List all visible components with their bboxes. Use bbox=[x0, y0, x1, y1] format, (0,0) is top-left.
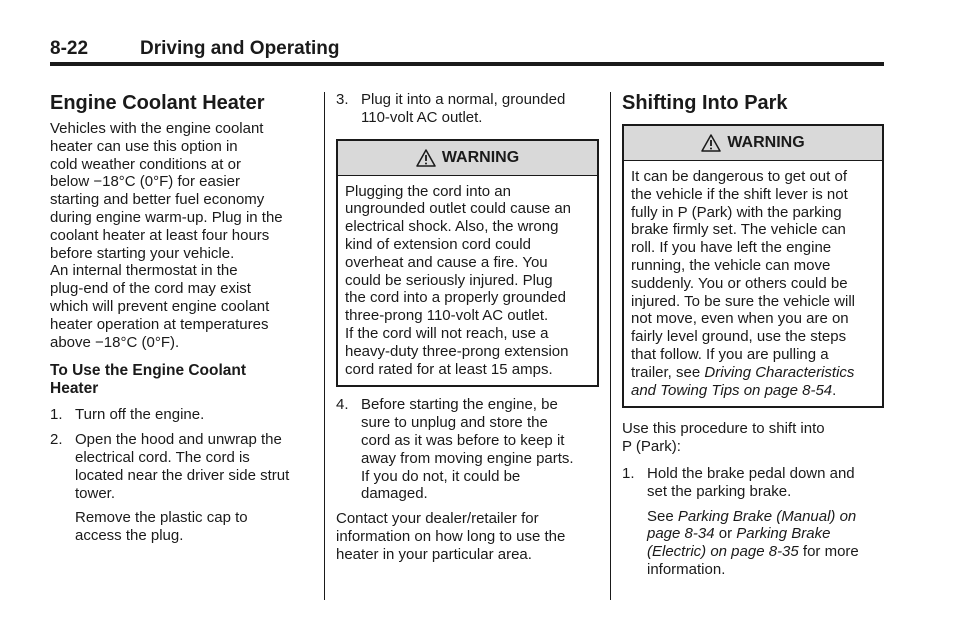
column-divider bbox=[610, 92, 611, 600]
warning-triangle-icon bbox=[701, 134, 721, 152]
list-subtext bbox=[622, 508, 884, 579]
or-text: or bbox=[714, 525, 737, 543]
list-item bbox=[50, 406, 315, 424]
see-text: See bbox=[647, 507, 678, 525]
list-text: Plug it into a normal, grounded 110-volt AC outlet. bbox=[361, 91, 566, 126]
column-1 bbox=[50, 91, 315, 545]
list-subtext: Remove the plastic cap to access the plug. bbox=[75, 509, 248, 545]
list-number: 1. bbox=[622, 464, 635, 482]
warning-label: WARNING bbox=[727, 134, 805, 152]
warning-header bbox=[338, 141, 597, 176]
list-number: 2. bbox=[50, 431, 63, 449]
list-item bbox=[336, 396, 599, 503]
warning-header bbox=[624, 126, 882, 161]
warning-box bbox=[622, 124, 884, 408]
list-item bbox=[336, 91, 599, 127]
column-divider bbox=[324, 92, 325, 600]
warning-box bbox=[336, 139, 599, 388]
warning-text: Plugging the cord into an ungrounded outlet could cause an electrical shock. Also, the wrong kind of extension cord could overheat and cause a fire. You could be seriously injured. Plug the cord into a properly grounded three-prong 110-volt AC outlet. If the cord will not reach, use a heavy-duty three-prong extension cord rated for at least 15 amps. bbox=[345, 182, 572, 378]
list-number: 1. bbox=[50, 406, 63, 424]
cross-reference: Parking Brake (Manual) on page 8-34 bbox=[647, 507, 857, 543]
list-text: Hold the brake pedal down and set the parking brake. bbox=[647, 464, 855, 500]
list-number: 3. bbox=[336, 91, 349, 108]
more-text: for more information. bbox=[647, 543, 859, 578]
column-2 bbox=[336, 91, 599, 564]
cross-reference: Parking Brake (Electric) on page 8-35 bbox=[647, 525, 831, 561]
list-text: Before starting the engine, be sure to unplug and store the cord as it was before to keep it away from moving engine parts. If you do not, it could be damaged. bbox=[361, 396, 574, 503]
cross-reference: Driving Characteristics and Towing Tips on page 8-54 bbox=[631, 363, 855, 399]
subheading: To Use the Engine Coolant Heater bbox=[50, 362, 247, 398]
punctuation: . bbox=[832, 381, 837, 399]
paragraph: An internal thermostat in the plug-end of the cord may exist which will prevent engine coolant heater operation at temperatures above −18°C (0°F). bbox=[50, 262, 270, 351]
list-text: Open the hood and unwrap the electrical cord. The cord is located near the driver side strut tower. bbox=[75, 431, 290, 502]
paragraph: Use this procedure to shift into P (Park): bbox=[622, 420, 825, 456]
warning-label: WARNING bbox=[441, 148, 520, 166]
header-rule bbox=[50, 62, 884, 66]
list-number: 4. bbox=[336, 396, 349, 414]
section-heading: Engine Coolant Heater bbox=[50, 92, 265, 114]
list-item bbox=[50, 431, 315, 502]
list-text: Turn off the engine. bbox=[75, 406, 205, 424]
section-heading: Shifting Into Park bbox=[622, 92, 788, 114]
column-3 bbox=[622, 91, 884, 579]
page-header bbox=[50, 38, 884, 62]
warning-text bbox=[624, 161, 882, 406]
list-item bbox=[622, 465, 884, 501]
warning-body: It can be dangerous to get out of the vehicle if the shift lever is not fully in P (Park) with the parking brake firmly set. The vehicle can roll. If you have left the engine running, the vehicle can move suddenly. You or others could be injured. To be sure the vehicle will not move, even when you are on fairly level ground, use the steps that follow. If you are pulling a trailer, see bbox=[631, 168, 856, 381]
paragraph: Contact your dealer/retailer for information on how long to use the heater in your particular area. bbox=[336, 510, 566, 563]
warning-triangle-icon bbox=[416, 149, 436, 167]
page-number: 8-22 bbox=[50, 38, 89, 59]
section-title: Driving and Operating bbox=[140, 38, 340, 59]
paragraph: Vehicles with the engine coolant heater can use this option in cold weather conditions at or below −18°C (0°F) for easier starting and better fuel economy during engine warm-up. Plug in the coolant heater at least four hours before starting your vehicle. bbox=[50, 120, 283, 262]
